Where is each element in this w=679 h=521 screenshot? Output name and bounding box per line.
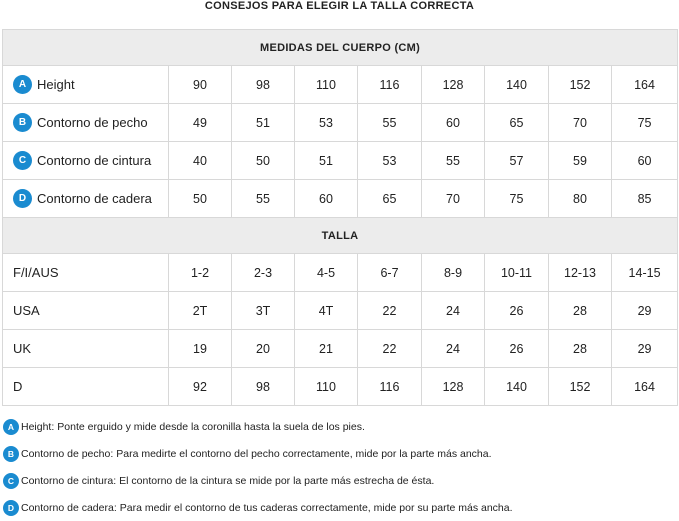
table-cell: 110 xyxy=(295,368,358,406)
table-cell: 116 xyxy=(358,66,422,104)
row-label-text: D xyxy=(13,379,23,395)
table-cell: 128 xyxy=(422,66,485,104)
table-cell: 24 xyxy=(422,292,485,330)
row-label-text: Contorno de cintura xyxy=(37,153,152,168)
table-cell: 65 xyxy=(358,180,422,218)
table-cell: 70 xyxy=(422,180,485,218)
table-cell: 75 xyxy=(612,104,678,142)
measurement-badge-icon: D xyxy=(3,500,19,516)
table-cell: 2T xyxy=(169,292,232,330)
row-label-text: Contorno de pecho xyxy=(37,115,148,130)
table-cell: 152 xyxy=(549,66,612,104)
note-item: B Contorno de pecho : Para medirte el contorno del pecho correctamente, mide por la parte más ancha. xyxy=(3,440,673,467)
size-row xyxy=(3,292,678,330)
table-cell: 21 xyxy=(295,330,358,368)
size-row xyxy=(3,254,678,292)
size-row xyxy=(3,330,678,368)
table-cell: 29 xyxy=(612,292,678,330)
table-cell: 4-5 xyxy=(295,254,358,292)
note-text: Ponte erguido y mide desde la coronilla hasta la suela de los pies. xyxy=(57,420,365,433)
row-label-text: USA xyxy=(13,303,40,319)
row-label-text: Contorno de cadera xyxy=(37,191,152,206)
table-cell: 57 xyxy=(485,142,549,180)
row-label xyxy=(3,180,169,218)
measurement-row xyxy=(3,142,678,180)
table-cell: 60 xyxy=(295,180,358,218)
table-cell: 55 xyxy=(422,142,485,180)
table-cell: 55 xyxy=(232,180,295,218)
measurement-row xyxy=(3,66,678,104)
table-cell: 1-2 xyxy=(169,254,232,292)
row-label-text: F/I/AUS xyxy=(13,265,59,281)
table-cell: 2-3 xyxy=(232,254,295,292)
page-title: CONSEJOS PARA ELEGIR LA TALLA CORRECTA xyxy=(204,0,475,12)
table-cell: 65 xyxy=(485,104,549,142)
table-cell: 60 xyxy=(422,104,485,142)
table-cell: 152 xyxy=(549,368,612,406)
measurement-row xyxy=(3,104,678,142)
table-cell: 22 xyxy=(358,292,422,330)
table-cell: 90 xyxy=(169,66,232,104)
table-cell: 28 xyxy=(549,330,612,368)
row-label-text: UK xyxy=(13,341,32,357)
size-header xyxy=(3,218,678,254)
note-item: D Contorno de cadera : Para medir el contorno de tus caderas correctamente, mide por su parte más ancha. xyxy=(3,494,673,521)
measurement-badge-icon: A xyxy=(13,75,32,94)
measurement-badge-icon: B xyxy=(13,113,32,132)
table-cell: 3T xyxy=(232,292,295,330)
measurement-badge-icon: D xyxy=(13,189,32,208)
row-label xyxy=(3,368,169,406)
row-label xyxy=(3,66,169,104)
size-row xyxy=(3,368,678,406)
table-cell: 22 xyxy=(358,330,422,368)
table-cell: 140 xyxy=(485,66,549,104)
table-cell: 12-13 xyxy=(549,254,612,292)
table-cell: 49 xyxy=(169,104,232,142)
table-cell: 85 xyxy=(612,180,678,218)
table-cell: 50 xyxy=(169,180,232,218)
table-cell: 70 xyxy=(549,104,612,142)
note-item: C Contorno de cintura : El contorno de la cintura se mide por la parte más estrecha de ésta. xyxy=(3,467,673,494)
table-cell: 128 xyxy=(422,368,485,406)
measurement-notes xyxy=(3,413,673,521)
measurement-badge-icon: C xyxy=(13,151,32,170)
table-cell: 24 xyxy=(422,330,485,368)
note-term: Height xyxy=(21,420,52,433)
table-cell: 51 xyxy=(295,142,358,180)
table-cell: 59 xyxy=(549,142,612,180)
note-text: Para medir el contorno de tus caderas correctamente, mide por su parte más ancha. xyxy=(119,501,513,514)
table-cell: 4T xyxy=(295,292,358,330)
table-cell: 98 xyxy=(232,368,295,406)
table-cell: 14-15 xyxy=(612,254,678,292)
table-cell: 26 xyxy=(485,330,549,368)
measurement-badge-icon: C xyxy=(3,473,19,489)
table-cell: 164 xyxy=(612,66,678,104)
table-cell: 6-7 xyxy=(358,254,422,292)
table-cell: 98 xyxy=(232,66,295,104)
row-label xyxy=(3,254,169,292)
note-term: Contorno de pecho xyxy=(21,447,111,460)
table-cell: 29 xyxy=(612,330,678,368)
table-cell: 53 xyxy=(358,142,422,180)
table-cell: 55 xyxy=(358,104,422,142)
measurement-row xyxy=(3,180,678,218)
table-cell: 8-9 xyxy=(422,254,485,292)
note-text: Para medirte el contorno del pecho correctamente, mide por la parte más ancha. xyxy=(116,447,492,460)
table-cell: 53 xyxy=(295,104,358,142)
table-cell: 75 xyxy=(485,180,549,218)
row-label xyxy=(3,142,169,180)
section-header: TALLA xyxy=(3,218,678,254)
measurement-badge-icon: B xyxy=(3,446,19,462)
measurement-badge-icon: A xyxy=(3,419,19,435)
table-cell: 40 xyxy=(169,142,232,180)
table-cell: 10-11 xyxy=(485,254,549,292)
body-measurements-header xyxy=(3,30,678,66)
note-item: A Height : Ponte erguido y mide desde la coronilla hasta la suela de los pies. xyxy=(3,413,673,440)
note-term: Contorno de cadera xyxy=(21,501,114,514)
row-label xyxy=(3,330,169,368)
row-label xyxy=(3,104,169,142)
table-cell: 140 xyxy=(485,368,549,406)
section-header: MEDIDAS DEL CUERPO (CM) xyxy=(3,30,678,66)
note-term: Contorno de cintura xyxy=(21,474,114,487)
table-cell: 60 xyxy=(612,142,678,180)
row-label-text: Height xyxy=(37,77,75,92)
note-text: El contorno de la cintura se mide por la parte más estrecha de ésta. xyxy=(119,474,435,487)
table-cell: 92 xyxy=(169,368,232,406)
table-cell: 26 xyxy=(485,292,549,330)
table-cell: 116 xyxy=(358,368,422,406)
table-cell: 164 xyxy=(612,368,678,406)
size-chart-table xyxy=(2,29,678,406)
table-cell: 28 xyxy=(549,292,612,330)
table-cell: 20 xyxy=(232,330,295,368)
row-label xyxy=(3,292,169,330)
table-cell: 50 xyxy=(232,142,295,180)
table-cell: 80 xyxy=(549,180,612,218)
table-cell: 51 xyxy=(232,104,295,142)
table-cell: 110 xyxy=(295,66,358,104)
table-cell: 19 xyxy=(169,330,232,368)
